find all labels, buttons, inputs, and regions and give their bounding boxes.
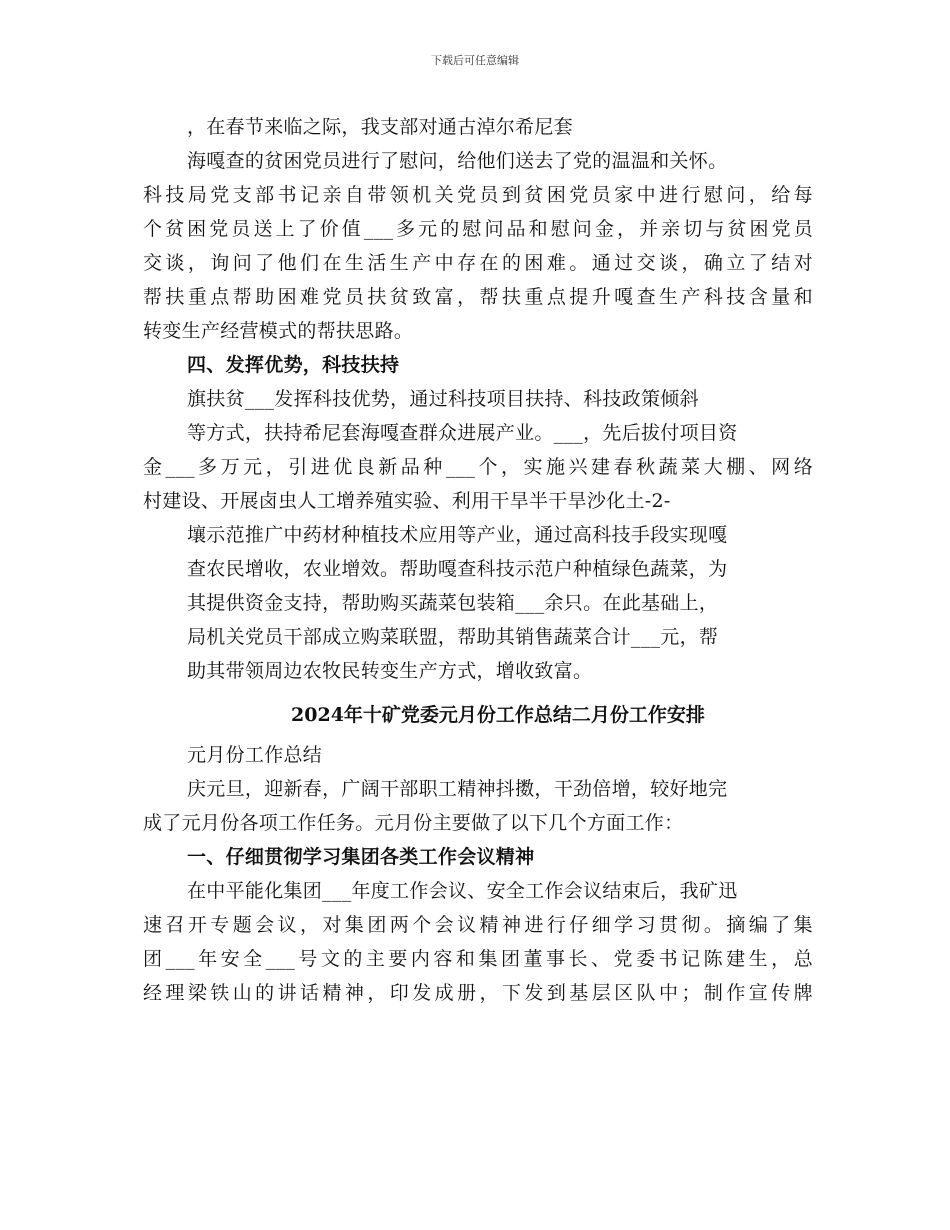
paragraph-line: 在中平能化集团___年度工作会议、安全工作会议结束后，我矿迅	[187, 880, 738, 902]
paragraph-line: 速召开专题会议，对集团两个会议精神进行仔细学习贯彻。摘编了集	[143, 914, 813, 936]
paragraph-line: 局机关党员干部成立购菜联盟，帮助其销售蔬菜合计___元，帮	[187, 626, 719, 648]
paragraph-line: 壤示范推广中药材种植技术应用等产业，通过高科技手段实现嘎	[187, 524, 728, 546]
paragraph-line: 旗扶贫___发挥科技优势，通过科技项目扶持、科技政策倾斜	[187, 388, 699, 410]
paragraph-line: 团___年安全___号文的主要内容和集团董事长、党委书记陈建生，总	[143, 948, 813, 970]
paragraph-line: 等方式，扶持希尼套海嘎查群众进展产业。___，先后拔付项目资	[187, 422, 738, 444]
document-body	[143, 110, 813, 1010]
paragraph-line: 交谈，询问了他们在生活生产中存在的困难。通过交谈，确立了结对	[143, 252, 813, 274]
paragraph-line: 查农民增收，农业增效。帮助嘎查科技示范户种植绿色蔬菜，为	[187, 558, 728, 580]
paragraph-line: 其提供资金支持，帮助购买蔬菜包装箱___余只。在此基础上，	[187, 592, 719, 614]
paragraph-line: ，在春节来临之际，我支部对通古淖尔希尼套	[187, 116, 574, 138]
document-subtitle: 元月份工作总结	[187, 744, 323, 766]
paragraph-line: 助其带领周边农牧民转变生产方式，增收致富。	[187, 660, 593, 682]
page-header-note: 下载后可任意编辑	[431, 54, 519, 67]
paragraph-line: 帮扶重点帮助困难党员扶贫致富，帮扶重点提升嘎查生产科技含量和	[143, 286, 813, 308]
paragraph-line: 金___多万元，引进优良新品种___个，实施兴建春秋蔬菜大棚、网络	[143, 456, 813, 478]
document-title: 2024年十矿党委元月份工作总结二月份工作安排	[291, 704, 705, 726]
section-heading: 四、发挥优势，科技扶持	[187, 354, 400, 376]
paragraph-line: 经理梁铁山的讲话精神，印发成册，下发到基层区队中；制作宣传牌	[143, 982, 813, 1004]
paragraph-line: 个贫困党员送上了价值___多元的慰问品和慰问金，并亲切与贫困党员	[143, 218, 813, 240]
paragraph-line: 科技局党支部书记亲自带领机关党员到贫困党员家中进行慰问，给每	[143, 184, 813, 206]
section-heading: 一、仔细贯彻学习集团各类工作会议精神	[187, 846, 535, 868]
paragraph-line: 村建设、开展卤虫人工增养殖实验、利用干旱半干旱沙化土-2-	[143, 490, 671, 512]
paragraph-line: 成了元月份各项工作任务。元月份主要做了以下几个方面工作：	[143, 812, 684, 834]
paragraph-line: 海嘎查的贫困党员进行了慰问，给他们送去了党的温温和关怀。	[187, 150, 728, 172]
paragraph-line: 转变生产经营模式的帮扶思路。	[143, 320, 414, 342]
paragraph-line: 庆元旦，迎新春，广阔干部职工精神抖擞，干劲倍增，较好地完	[187, 778, 728, 800]
